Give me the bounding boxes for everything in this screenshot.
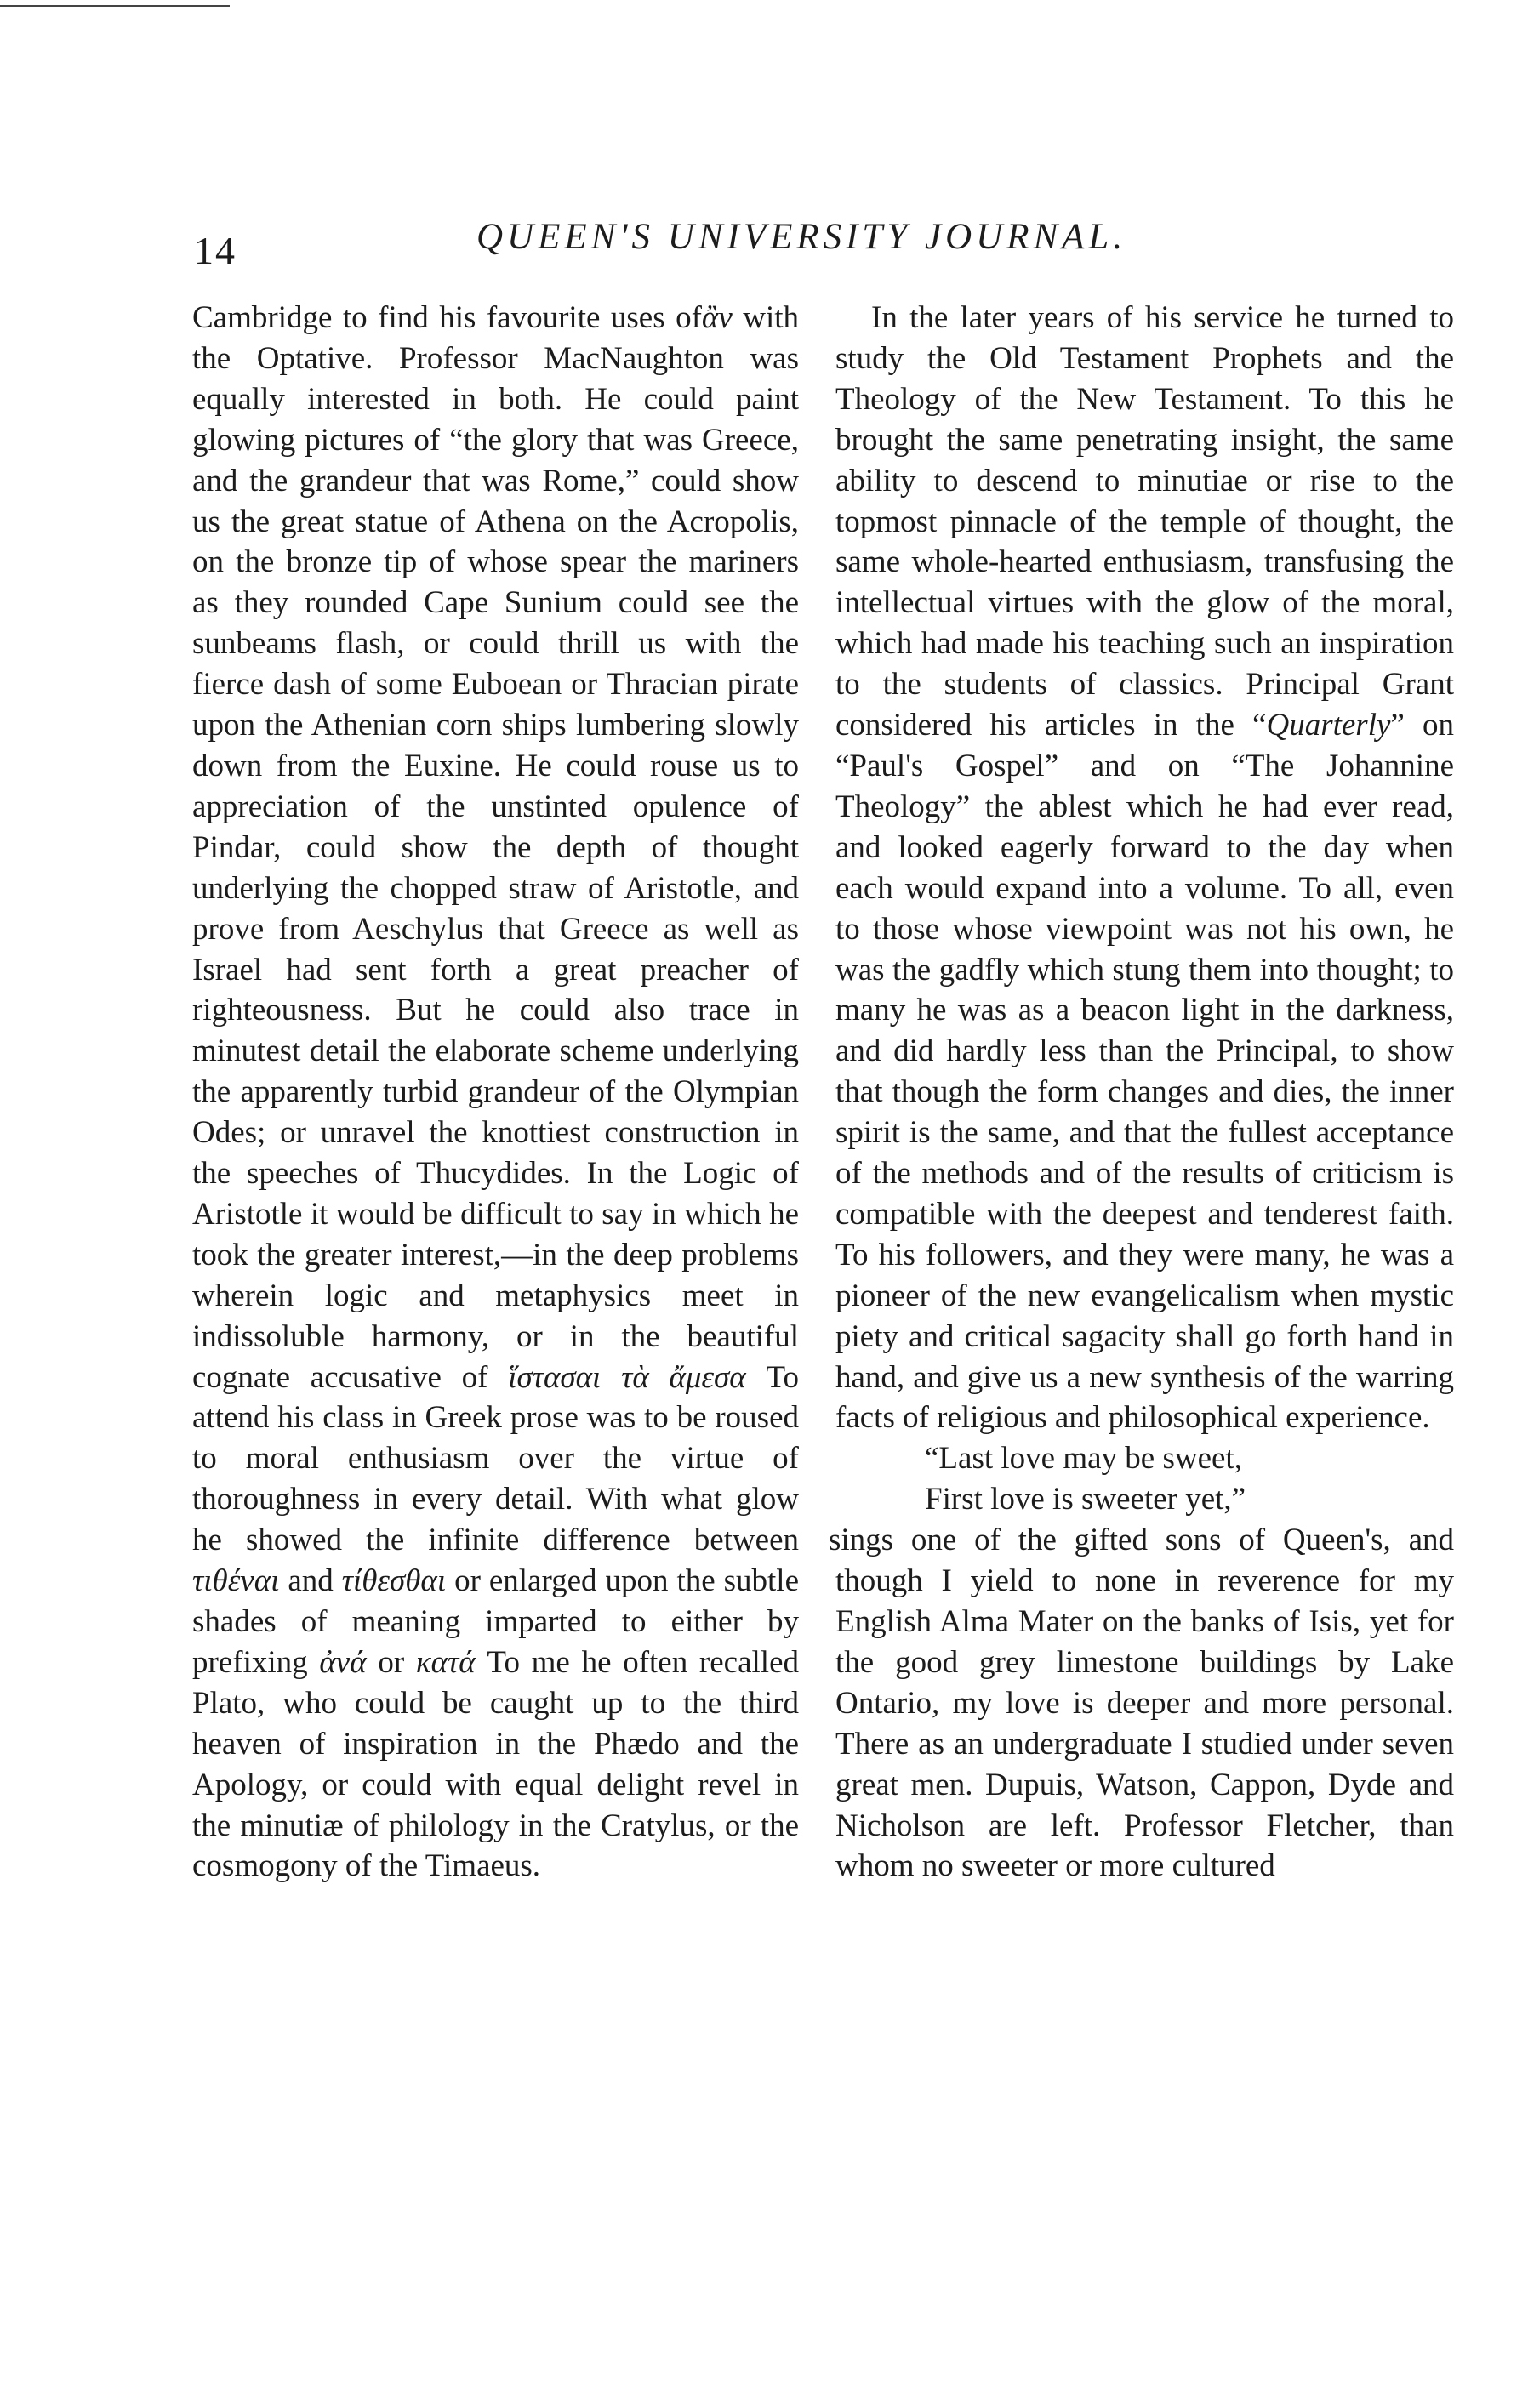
right-column-paragraph-1: [835, 298, 1454, 1438]
poem-line-1: “Last love may be sweet,: [925, 1441, 1242, 1477]
text-run: Cambridge to find his favourite uses of: [192, 300, 702, 335]
text-run: with the Optative. Professor MacNaughton was equally interested in both. He could paint glowing pictures of “the glory that was Greece, and the grandeur that was Rome,” could show us the great statue of Athena on the Acropolis, on the bronze tip of whose spear the mariners as they rounded Cape Sunium could see the sunbeams flash, or could thrill us with the fierce dash of some Euboean or Thracian pirate upon the Athenian corn ships lumbering slowly down from the Euxine. He could rouse us to appreciation of the unstinted opulence of Pindar, could show the depth of thought underlying the chopped straw of Aristotle, and prove from Aeschylus that Greece as well as Israel had sent forth a great preacher of righteousness. But he could also trace in minutest detail the elaborate scheme underlying the apparently turbid grandeur of the Olympian Odes; or unravel the knottiest construction in the speeches of Thucydides. In the Logic of Aristotle it would be difficult to say in which he took the greater interest,—in the deep problems wherein logic and metaphysics meet in indissoluble harmony, or in the beautiful cognate accusative of: [192, 300, 800, 1395]
greek-phrase: ἀνά: [319, 1644, 367, 1680]
text-run: To attend his class in Greek prose was to be roused to moral enthusiasm over the virtue of thoroughness in every detail. With what glow he showed the infinite difference between: [192, 1359, 799, 1558]
left-column-paragraph: [192, 298, 799, 1887]
text-run: In the later years of his service he turned to study the Old Testament Prophets and the Theology of the New Testament. To this he brought the same penetrating insight, the same ability to descend to minutiae or rise to the topmost pinnacle of the temple of thought, the same whole-hearted enthusiasm, transfusing the intellectual virtues with the glow of the moral, which had made his teaching such an inspiration to the students of classics. Principal Grant considered his articles in the “: [835, 300, 1454, 743]
right-column: [829, 298, 1454, 1887]
page-number: 14: [194, 229, 237, 272]
text-run: and: [279, 1563, 342, 1599]
greek-phrase: τίθεσθαι: [341, 1563, 447, 1599]
text-run: or: [366, 1644, 416, 1680]
greek-phrase: κατά: [415, 1644, 476, 1680]
poem-line-2: First love is sweeter yet,”: [925, 1482, 1246, 1517]
running-head: QUEEN'S UNIVERSITY JOURNAL.: [476, 217, 1127, 257]
greek-phrase: ἵστασαι τὰ ἄμεσα: [508, 1359, 746, 1395]
text-run: To me he often recalled Plato, who could be caught up to the third heaven of inspiration in the Phædo and the Apology, or could with equal delight revel in the minutiæ of philology in the Cratylus, or the cosmogony of the Timaeus.: [192, 1644, 799, 1884]
left-column: [192, 298, 799, 1887]
greek-phrase: ἂν: [701, 300, 733, 335]
greek-phrase: τιθέναι: [192, 1563, 280, 1599]
text-run: or enlarged upon the subtle shades of meaning imparted to either by prefixing: [192, 1563, 799, 1680]
corner-rule: [0, 5, 230, 7]
text-run: ” on “Paul's Gospel” and on “The Johannine Theology” the ablest which he had ever read, and looked eagerly forward to the day when each would expand into a volume. To all, even to those whose viewpoint was not his own, he was the gadfly which stung them into thought; to many he was as a beacon light in the darkness, and did hardly less than the Principal, to show that though the form changes and dies, the inner spirit is the same, and that the fullest acceptance of the methods and of the results of criticism is compatible with the deepest and tenderest faith. To his followers, and they were many, he was a pioneer of the new evangelicalism when mystic piety and critical sagacity shall go forth hand in hand, and give us a new synthesis of the warring facts of religious and philosophical experience.: [835, 708, 1454, 1436]
poem-quotation: [835, 1438, 1454, 1520]
right-column-paragraph-2: sings one of the gifted sons of Queen's, and though I yield to none in reverence for my English Alma Mater on the banks of Isis, yet for the good grey limestone buildings by Lake Ontario, my love is deeper and more personal. There as an undergraduate I studied under seven great men. Dupuis, Watson, Cappon, Dyde and Nicholson are left. Professor Fletcher, than whom no sweeter or more cultured: [829, 1523, 1454, 1884]
italic-title: Quarterly: [1266, 708, 1391, 743]
